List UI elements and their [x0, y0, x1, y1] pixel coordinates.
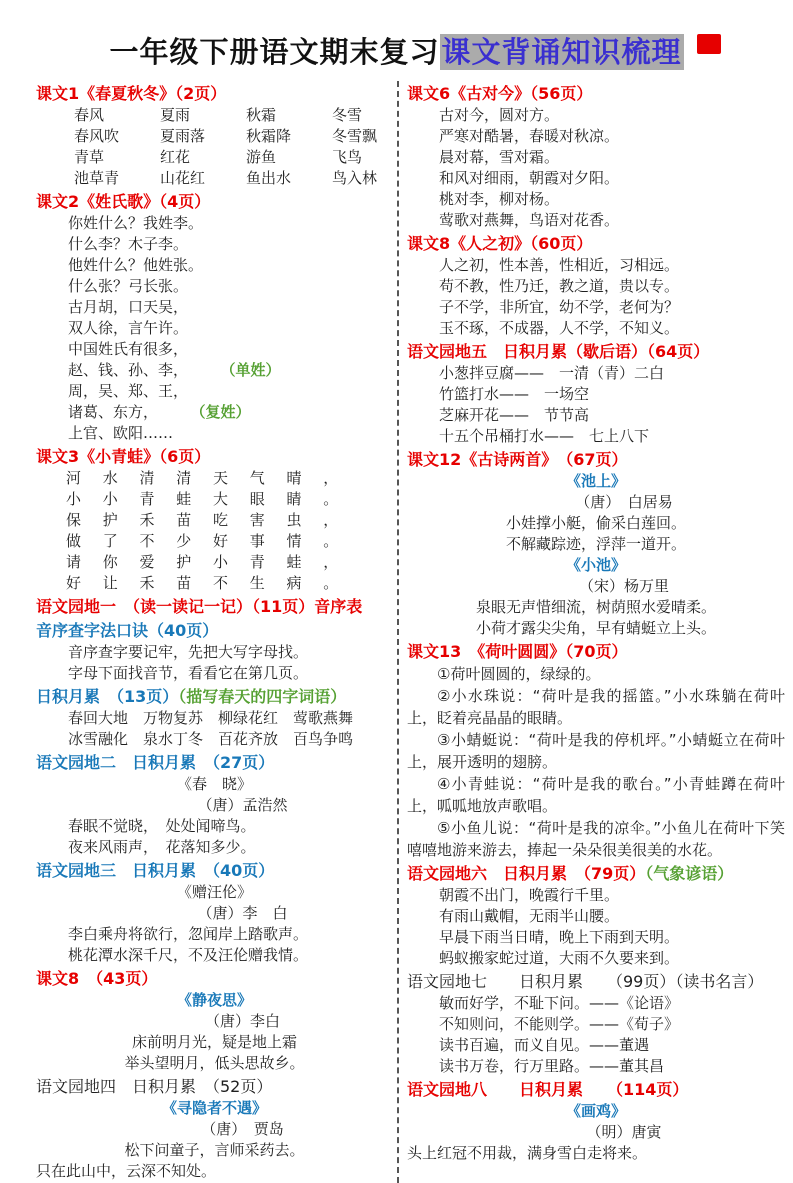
text-line: 请你爱护小青蛙， — [66, 553, 361, 571]
text-line: ③小蜻蜓说：“荷叶是我的停机坪。”小蜻蜓立在荷叶上，展开透明的翅膀。 — [407, 731, 785, 771]
poem-author: （唐）李白 — [204, 1012, 280, 1030]
text-line: 严寒对酷暑，春暖对秋凉。 — [439, 127, 620, 145]
text-line: 小葱拌豆腐—— 一清（青）二白 — [439, 364, 665, 382]
text-line: 松下问童子，言师采药去。 — [124, 1141, 305, 1159]
word: 秋霜 — [246, 106, 277, 124]
word-row — [36, 147, 393, 168]
section-heading — [36, 596, 393, 618]
heading-text: 日积月累 （13页） — [36, 687, 179, 706]
heading-text: 语文园地七 日积月累 （99页）（读书名言） — [407, 972, 764, 991]
text-line: 朝霞不出门，晚霞行千里。 — [439, 886, 620, 904]
word: 红花 — [160, 148, 191, 166]
text-line: 蚂蚁搬家蛇过道，大雨不久要来到。 — [439, 949, 680, 967]
word-row — [36, 126, 393, 147]
word: 游鱼 — [246, 148, 277, 166]
worksheet-page — [0, 30, 793, 1180]
text-line: 举头望明月，低头思故乡。 — [124, 1054, 305, 1072]
title-highlight: 课文背诵知识梳理 — [441, 35, 682, 69]
text-line: ⑤小鱼儿说：“荷叶是我的凉伞。”小鱼儿在荷叶下笑嘻嘻地游来游去，捧起一朵朵很美很美的水花。 — [407, 819, 785, 859]
word: 春风 — [74, 106, 105, 124]
section — [407, 971, 785, 1077]
section-heading — [36, 752, 393, 774]
word: 冬雪 — [332, 106, 363, 124]
heading-text: 课文13 《荷叶圆圆》（70页） — [407, 642, 628, 661]
text-line: 头上红冠不用裁，满身雪白走将来。 — [407, 1144, 648, 1162]
text-line: 冰雪融化 泉水丁冬 百花齐放 百鸟争鸣 — [68, 730, 354, 748]
heading-text: （描写春天的四字词语） — [178, 687, 347, 706]
word: 秋霜降 — [246, 127, 292, 145]
text-line: 春回大地 万物复苏 柳绿花红 莺歌燕舞 — [68, 709, 354, 727]
section-heading — [407, 971, 785, 993]
text-line: 人之初，性本善，性相近，习相远。 — [439, 256, 680, 274]
section-heading — [36, 860, 393, 882]
poem-author: （唐） 贾岛 — [201, 1120, 284, 1138]
word: 春风吹 — [74, 127, 120, 145]
text-line: ④小青蛙说：“荷叶是我的歌台。”小青蛙蹲在荷叶上，呱呱地放声歌唱。 — [407, 775, 785, 815]
section-heading — [36, 83, 393, 105]
word: 夏雨落 — [160, 127, 206, 145]
text-line: 桃对李，柳对杨。 — [439, 190, 560, 208]
section-heading — [36, 686, 393, 708]
text-line: 有雨山戴帽，无雨半山腰。 — [439, 907, 620, 925]
annotation: （复姓） — [198, 403, 251, 421]
poem-author: （明）唐寅 — [586, 1123, 662, 1141]
text-line: 中国姓氏有很多， — [68, 340, 189, 358]
section-heading — [36, 968, 393, 990]
section-heading — [36, 191, 393, 213]
section-heading — [407, 449, 785, 471]
poem-author: （唐） 白居易 — [575, 493, 673, 511]
section — [407, 641, 785, 861]
heading-text: 课文3《小青蛙》（6页） — [36, 447, 211, 466]
poem-title: 《静夜思》 — [176, 991, 252, 1009]
content-columns — [0, 81, 793, 1183]
section-heading — [407, 863, 785, 885]
heading-text: 语文园地五 日积月累（歇后语）（64页） — [407, 342, 710, 361]
text-line: 和风对细雨，朝霞对夕阳。 — [439, 169, 620, 187]
section — [407, 1079, 785, 1164]
text-line: 芝麻开花—— 节节高 — [439, 406, 590, 424]
section — [36, 191, 393, 444]
text-line: 早晨下雨当日晴，晚上下雨到天明。 — [439, 928, 680, 946]
text-line: 苟不教，性乃迁，教之道，贵以专。 — [439, 277, 680, 295]
section-heading — [36, 1076, 393, 1098]
section-heading — [407, 1079, 785, 1101]
text-line: 十五个吊桶打水—— 七上八下 — [439, 427, 650, 445]
poem-title: 《寻隐者不遇》 — [161, 1099, 267, 1117]
text-line: 读书百遍，而义自见。——董遇 — [439, 1036, 650, 1054]
heading-text: 音序查字法口诀（40页） — [36, 621, 219, 640]
section — [36, 1076, 393, 1182]
text-line: 子不学，非所宜，幼不学，老何为？ — [439, 298, 680, 316]
word: 青草 — [74, 148, 105, 166]
text-line: 保护禾苗吃害虫， — [66, 511, 361, 529]
text-line: 竹篮打水—— 一场空 — [439, 385, 590, 403]
text-line: 他姓什么？他姓张。 — [68, 256, 204, 274]
heading-text: 语文园地四 日积月累 （52页） — [36, 1077, 273, 1096]
text-line: 字母下面找音节，看看它在第几页。 — [68, 664, 309, 682]
text-line: 读书万卷，行万里路。——董其昌 — [439, 1057, 665, 1075]
heading-text: 课文6《古对今》（56页） — [407, 84, 593, 103]
text-line: 玉不琢，不成器，人不学，不知义。 — [439, 319, 680, 337]
section — [36, 83, 393, 189]
text-line: 夜来风雨声， 花落知多少。 — [68, 838, 256, 856]
text-line: 你姓什么？我姓李。 — [68, 214, 204, 232]
word: 冬雪飘 — [332, 127, 378, 145]
heading-text: 语文园地六 日积月累 （79页） — [407, 864, 646, 883]
heading-text: 语文园地八 日积月累 （114页） — [407, 1080, 689, 1099]
section — [407, 83, 785, 231]
section — [36, 968, 393, 1074]
text-line: 小荷才露尖尖角，早有蜻蜓立上头。 — [475, 619, 716, 637]
text-line: 赵、钱、孙、李， （单姓） — [68, 361, 281, 379]
text-line: 《春 晓》 — [176, 775, 252, 793]
text-line: 河水清清天气晴， — [66, 469, 361, 487]
section — [407, 449, 785, 639]
annotation: （单姓） — [228, 361, 281, 379]
right-column — [399, 81, 785, 1183]
poem-author: （宋）杨万里 — [578, 577, 669, 595]
heading-text: 语文园地二 日积月累 （27页） — [36, 753, 275, 772]
text-line: 晨对幕，雪对霜。 — [439, 148, 560, 166]
red-stamp-icon — [697, 34, 721, 54]
section — [36, 686, 393, 750]
heading-text: 课文2《姓氏歌》（4页） — [36, 192, 211, 211]
text-line: 《赠汪伦》 — [176, 883, 252, 901]
text-line: 泉眼无声惜细流，树荫照水爱晴柔。 — [475, 598, 716, 616]
section — [36, 446, 393, 594]
word: 夏雨 — [160, 106, 191, 124]
text-line: 桃花潭水深千尺，不及汪伦赠我情。 — [68, 946, 309, 964]
heading-text: 课文1《春夏秋冬》（2页） — [36, 84, 227, 103]
text-line: 什么张？弓长张。 — [68, 277, 189, 295]
text-line: 春眠不觉晓， 处处闻啼鸟。 — [68, 817, 256, 835]
section-heading — [407, 233, 785, 255]
text-line: 周，吴、郑、王， — [68, 382, 189, 400]
section — [36, 752, 393, 858]
section-heading — [407, 641, 785, 663]
title-plain: 一年级下册语文期末复习 — [109, 35, 440, 69]
text-line: 小小青蛙大眼睛。 — [66, 490, 361, 508]
section — [407, 233, 785, 339]
section-heading — [407, 83, 785, 105]
section — [407, 863, 785, 969]
word: 飞鸟 — [332, 148, 363, 166]
text-line: 敏而好学，不耻下问。——《论语》 — [439, 994, 680, 1012]
heading-text: （气象谚语） — [645, 864, 734, 883]
text-line: 双人徐，言午许。 — [68, 319, 189, 337]
poem-title: 《池上》 — [565, 472, 626, 490]
heading-text: 课文12《古诗两首》 （67页） — [407, 450, 628, 469]
text-line: 什么李？木子李。 — [68, 235, 189, 253]
poem-author: （唐）李 白 — [197, 904, 288, 922]
word-row — [36, 105, 393, 126]
text-line: 音序查字要记牢，先把大写字母找。 — [68, 643, 309, 661]
page-title — [0, 30, 793, 71]
section-heading — [36, 620, 393, 642]
text-line: 古月胡，口天吴， — [68, 298, 189, 316]
text-line: 上官、欧阳…… — [68, 424, 174, 442]
text-line: 小娃撑小艇，偷采白莲回。 — [505, 514, 686, 532]
text-line: ①荷叶圆圆的，绿绿的。 — [437, 665, 601, 683]
text-line: 莺歌对燕舞，鸟语对花香。 — [439, 211, 620, 229]
heading-text: 课文8《人之初》（60页） — [407, 234, 593, 253]
text-line: 诸葛、东方， （复姓） — [68, 403, 251, 421]
text-line: 不解藏踪迹，浮萍一道开。 — [505, 535, 686, 553]
section — [407, 341, 785, 447]
heading-text: 课文8 （43页） — [36, 969, 158, 988]
text-line: 不知则问，不能则学。——《荀子》 — [439, 1015, 680, 1033]
section — [36, 596, 393, 684]
text-line: 床前明月光，疑是地上霜 — [131, 1033, 297, 1051]
text-line: 只在此山中，云深不知处。 — [36, 1162, 217, 1180]
poem-title: 《画鸡》 — [565, 1102, 626, 1120]
heading-text: 语文园地三 日积月累 （40页） — [36, 861, 275, 880]
text-line: 做了不少好事情。 — [66, 532, 361, 550]
poem-title: 《小池》 — [565, 556, 626, 574]
poem-author: （唐）孟浩然 — [197, 796, 288, 814]
text-line: 李白乘舟将欲行，忽闻岸上踏歌声。 — [68, 925, 309, 943]
text-line: 好让禾苗不生病。 — [66, 574, 361, 592]
text-line: ②小水珠说：“荷叶是我的摇篮。”小水珠躺在荷叶上，眨着亮晶晶的眼睛。 — [407, 687, 785, 727]
text-line: 古对今，圆对方。 — [439, 106, 560, 124]
word: 鸟入林 — [332, 169, 378, 187]
left-column — [36, 81, 393, 1183]
word: 池草青 — [74, 169, 120, 187]
section-heading — [36, 446, 393, 468]
heading-text: 语文园地一 （读一读记一记）（11页）音序表 — [36, 597, 363, 616]
section — [36, 860, 393, 966]
word-row — [36, 168, 393, 189]
section-heading — [407, 341, 785, 363]
word: 鱼出水 — [246, 169, 292, 187]
word: 山花红 — [160, 169, 206, 187]
